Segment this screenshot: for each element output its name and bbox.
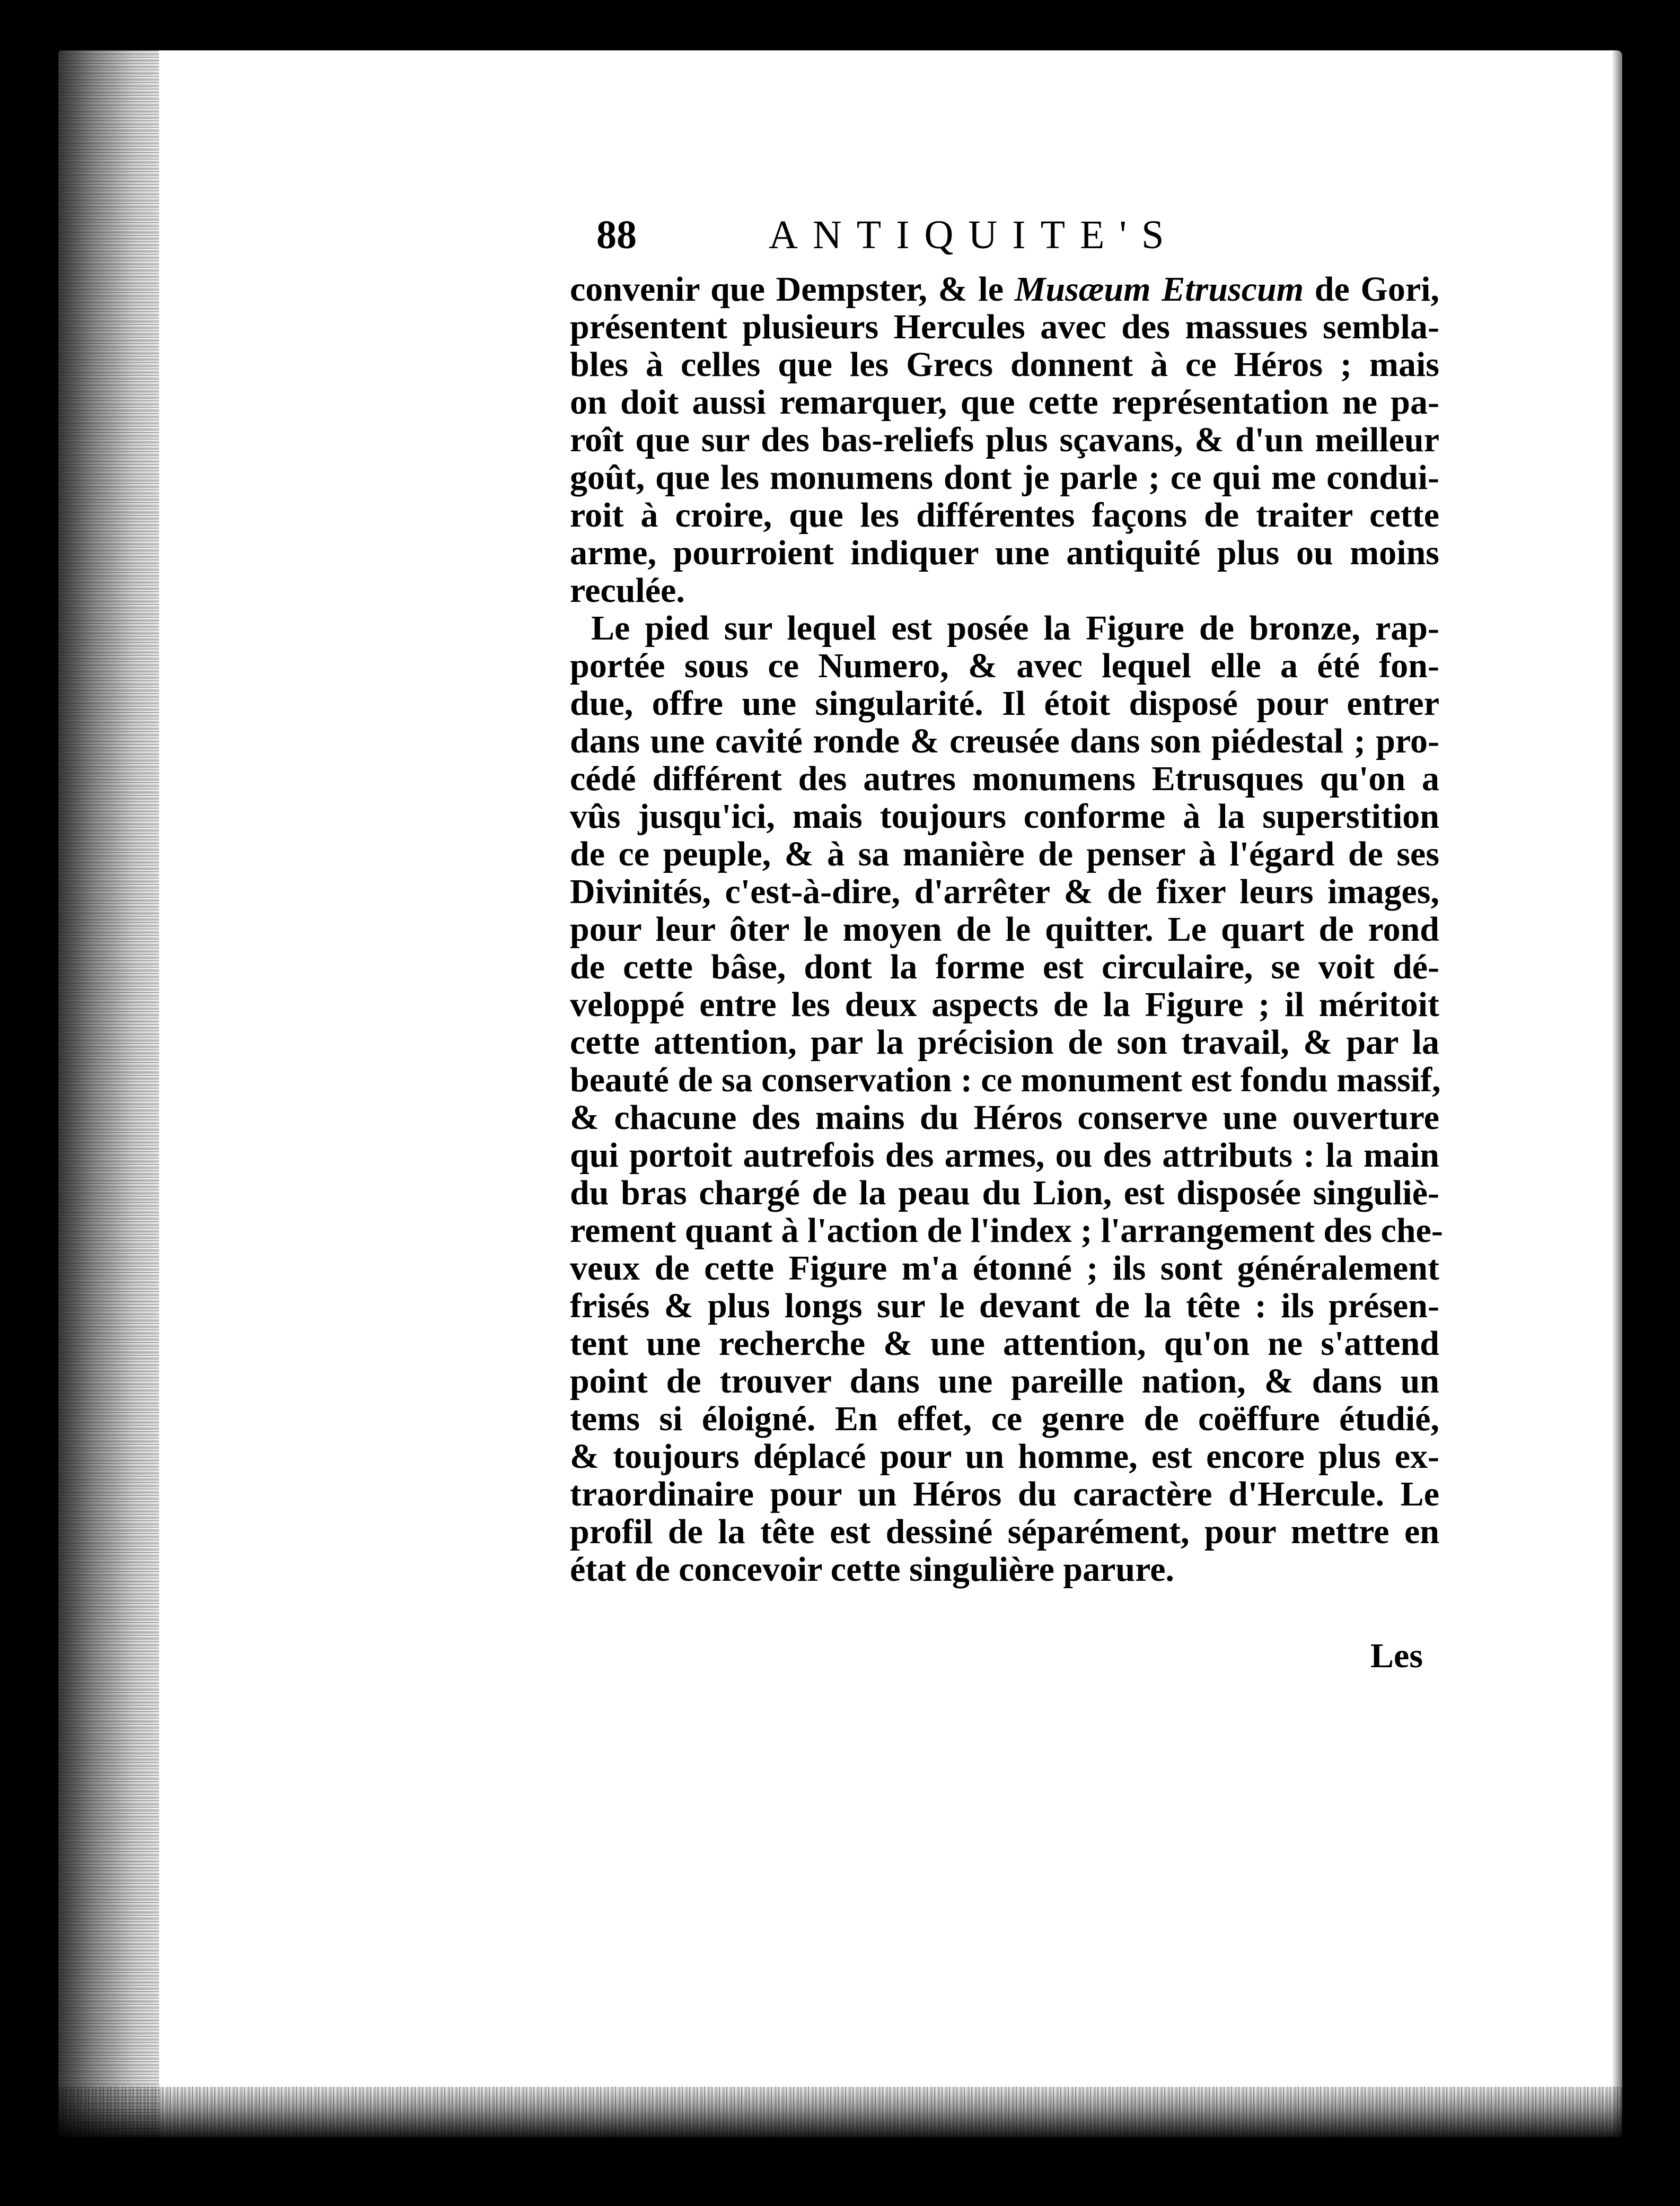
text-line: Divinités, c'est-à-dire, d'arrêter & de fixer leurs images, <box>570 872 1439 911</box>
running-head: ANTIQUITE'S <box>769 213 1179 257</box>
text-line: tems si éloigné. En effet, ce genre de coëffure étudié, <box>570 1399 1439 1438</box>
text-line: bles à celles que les Grecs donnent à ce Héros ; mais <box>570 345 1439 384</box>
text-line: qui portoit autrefois des armes, ou des attributs : la main <box>570 1136 1439 1175</box>
text-line: vûs jusqu'ici, mais toujours conforme à la superstition <box>570 797 1439 836</box>
page-header <box>570 209 1439 270</box>
text-line: de ce peuple, & à sa manière de penser à l'égard de ses <box>570 835 1439 873</box>
text-line: dans une cavité ronde & creusée dans son piédestal ; pro- <box>570 722 1439 760</box>
text-line: veloppé entre les deux aspects de la Figure ; il méritoit <box>570 985 1439 1024</box>
text-line: état de concevoir cette singulière parure. <box>570 1550 1175 1589</box>
text-line: & chacune des mains du Héros conserve une ouverture <box>570 1098 1439 1137</box>
catchword: Les <box>1370 1636 1423 1675</box>
text-line: arme, pourroient indiquer une antiquité plus ou moins <box>570 533 1439 572</box>
text-line: rement quant à l'action de l'index ; l'arrangement des che- <box>570 1211 1443 1250</box>
page-bottom-edge-shadow <box>58 2087 1622 2137</box>
text-line: roit à croire, que les différentes façons de traiter cette <box>570 496 1439 535</box>
page-number: 88 <box>596 213 637 257</box>
page-left-edge-shadow <box>58 50 159 2137</box>
text-line: tent une recherche & une attention, qu'on ne s'attend <box>570 1324 1439 1363</box>
text-line: roît que sur des bas-reliefs plus sçavans, & d'un meilleur <box>570 421 1439 459</box>
text-line: due, offre une singularité. Il étoit disposé pour entrer <box>570 684 1439 723</box>
text-line: beauté de sa conservation : ce monument est fondu massif, <box>570 1061 1441 1099</box>
page-right-edge-shadow <box>1612 50 1628 2137</box>
text-line: pour leur ôter le moyen de le quitter. Le quart de rond <box>570 910 1439 949</box>
text-fragment: de Gori, <box>1304 270 1439 309</box>
text-line: reculée. <box>570 571 685 610</box>
text-line <box>570 270 1439 308</box>
text-line: Le pied sur lequel est posée la Figure de bronze, rap- <box>591 609 1439 647</box>
body-text <box>570 270 1443 1589</box>
italic-title: Musæum Etruscum <box>1014 270 1304 309</box>
text-line: portée sous ce Numero, & avec lequel elle a été fon- <box>570 646 1439 685</box>
text-line: cédé différent des autres monumens Etrusques qu'on a <box>570 759 1439 798</box>
text-line: veux de cette Figure m'a étonné ; ils sont généralement <box>570 1249 1439 1288</box>
text-line: profil de la tête est dessiné séparément, pour mettre en <box>570 1512 1439 1551</box>
text-line: point de trouver dans une pareille nation, & dans un <box>570 1362 1439 1400</box>
text-block <box>570 209 1443 1589</box>
paragraph-2 <box>570 609 1443 1589</box>
paragraph-1 <box>570 270 1439 609</box>
text-line: présentent plusieurs Hercules avec des massues sembla- <box>570 308 1439 346</box>
text-line: traordinaire pour un Héros du caractère d'Hercule. Le <box>570 1475 1439 1513</box>
text-line: de cette bâse, dont la forme est circulaire, se voit dé- <box>570 948 1439 986</box>
text-line: du bras chargé de la peau du Lion, est disposée singuliè- <box>570 1174 1439 1212</box>
text-line: cette attention, par la précision de son travail, & par la <box>570 1023 1439 1062</box>
text-line: goût, que les monumens dont je parle ; ce qui me condui- <box>570 458 1439 497</box>
text-line: on doit aussi remarquer, que cette représentation ne pa- <box>570 383 1439 422</box>
text-fragment: convenir que Dempster, & le <box>570 270 1015 309</box>
text-line: & toujours déplacé pour un homme, est encore plus ex- <box>570 1437 1439 1476</box>
text-line: frisés & plus longs sur le devant de la tête : ils présen- <box>570 1286 1439 1325</box>
